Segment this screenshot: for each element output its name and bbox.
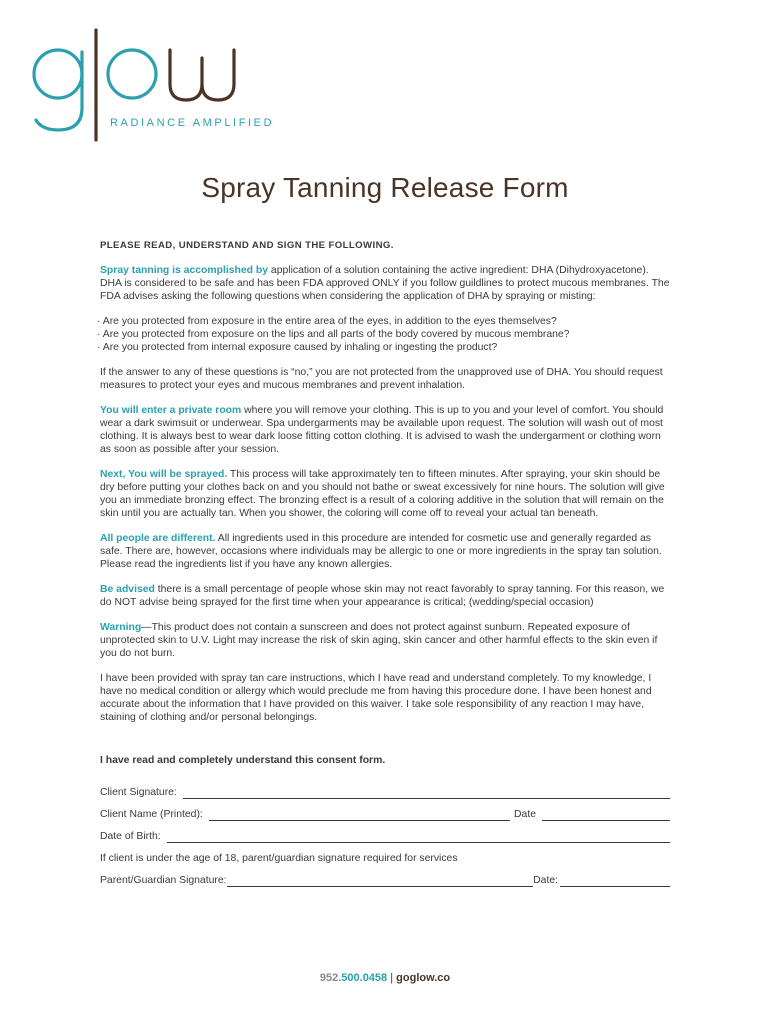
section-spray bbox=[100, 264, 670, 303]
dob-label: Date of Birth: bbox=[100, 831, 161, 842]
section-spray-text: application of a solution containing the active ingredient: DHA (Dihydroxyacetone). DHA is considered to be safe and has been FDA approved ONLY if you follow guildlines to protect mucous membranes. The FDA advises asking the following questions when considering the application of DHA by spraying or misting: bbox=[100, 265, 670, 302]
footer bbox=[0, 972, 770, 984]
footer-phone-number: 500.0458 bbox=[341, 972, 388, 984]
client-signature-field[interactable] bbox=[183, 786, 670, 799]
section-spray-lead: Spray tanning is accomplished by bbox=[100, 265, 269, 276]
answer-paragraph: If the answer to any of these questions is “no,” you are not protected from the unapproved use of DHA. You should request measures to protect your eyes and mucous membranes and prevent inhalation. bbox=[100, 367, 663, 391]
client-name-row bbox=[100, 799, 670, 821]
parent-signature-row bbox=[100, 865, 670, 887]
parent-signature-field[interactable] bbox=[227, 874, 534, 887]
dob-field[interactable] bbox=[167, 830, 670, 843]
footer-separator: | bbox=[387, 972, 397, 984]
form-body bbox=[100, 239, 670, 887]
section-sprayed-text: This process will take approximately ten to fifteen minutes. After spraying, your skin should be dry before putting your clothes back on and you should not bathe or sweat excessively for nine hours. The solution will give you an immediate bronzing effect. The bronzing effect is a result of a coloring additive in the solution that will remain on the skin until you are actually tan. When you shower, the coloring will come off to reveal your actual tan beneath. bbox=[100, 469, 665, 519]
dob-row bbox=[100, 821, 670, 843]
section-room bbox=[100, 404, 670, 456]
parent-date-label: Date: bbox=[533, 875, 558, 886]
logo-letter-o bbox=[108, 50, 156, 98]
parent-signature-label: Parent/Guardian Signature: bbox=[100, 875, 227, 886]
footer-phone-prefix: 952. bbox=[319, 972, 342, 984]
consent-heading: I have read and completely understand this consent form. bbox=[100, 755, 386, 766]
section-warning-text: —This product does not contain a sunscreen and does not protect against sunburn. Repeated exposure of unprotected skin to U.V. Light may increase the risk of skin aging, skin cancer and other harmful effects to the skin even if you do not burn. bbox=[100, 622, 658, 659]
logo-letter-w bbox=[170, 50, 234, 100]
section-sprayed-lead: Next, You will be sprayed. bbox=[100, 469, 228, 480]
question-item: · Are you protected from exposure in the entire area of the eyes, in addition to the eyes themselves? bbox=[97, 315, 670, 328]
statement-paragraph: I have been provided with spray tan care instructions, which I have read and understand completely. To my knowledge, I have no medical condition or allergy which would preclude me from having this procedure done. I have been honest and accurate about the information that I have provided on this waiver. I take sole responsibility of any reaction I may have, staining of clothing and/or personal belongings. bbox=[100, 673, 652, 723]
section-warning-lead: Warning bbox=[100, 622, 142, 633]
minor-notice: If client is under the age of 18, parent/guardian signature required for services bbox=[100, 853, 458, 864]
parent-date-field[interactable] bbox=[560, 874, 670, 887]
logo-tagline: RADIANCE AMPLIFIED bbox=[110, 117, 275, 129]
client-signature-label: Client Signature: bbox=[100, 787, 177, 798]
question-item: · Are you protected from exposure on the lips and all parts of the body covered by mucous membrane? bbox=[97, 328, 670, 341]
intro-heading: PLEASE READ, UNDERSTAND AND SIGN THE FOLLOWING. bbox=[100, 240, 394, 251]
section-different bbox=[100, 532, 670, 571]
client-signature-row bbox=[100, 777, 670, 799]
section-warning bbox=[100, 621, 670, 660]
section-different-lead: All people are different. bbox=[100, 533, 216, 544]
section-advised bbox=[100, 583, 670, 609]
footer-website-link[interactable]: goglow.co bbox=[396, 972, 451, 984]
logo-letter-g-bowl bbox=[34, 50, 82, 98]
section-sprayed bbox=[100, 468, 670, 520]
client-date-field[interactable] bbox=[542, 808, 670, 821]
client-date-label: Date bbox=[514, 809, 536, 820]
section-advised-lead: Be advised bbox=[100, 584, 155, 595]
question-list bbox=[97, 315, 670, 354]
section-advised-text: there is a small percentage of people whose skin may not react favorably to spray tanning. For this reason, we do NOT advise being sprayed for the first time when your appearance is critical; (wedding/special occasion) bbox=[100, 584, 665, 608]
question-item: · Are you protected from internal exposure caused by inhaling or ingesting the product? bbox=[97, 341, 670, 354]
client-name-label: Client Name (Printed): bbox=[100, 809, 203, 820]
glow-logo bbox=[22, 22, 322, 152]
section-different-text: All ingredients used in this procedure are intended for cosmetic use and generally regarded as safe. There are, however, occasions where individuals may be allergic to one or more ingredients in the spray tan solution. Please read the ingredients list if you have any known allergies. bbox=[100, 533, 662, 570]
client-name-field[interactable] bbox=[209, 808, 510, 821]
section-room-lead: You will enter a private room bbox=[100, 405, 242, 416]
section-room-text: where you will remove your clothing. This is up to you and your level of comfort. You should wear a dark swimsuit or underwear. Spa undergarments may be available upon request. The solution will wash out of most clothing. It is always best to wear dark loose fitting cotton clothing. It is advised to wash the undergarment or clothing worn as soon as possible after your session. bbox=[100, 405, 664, 455]
page-title: Spray Tanning Release Form bbox=[201, 172, 569, 203]
